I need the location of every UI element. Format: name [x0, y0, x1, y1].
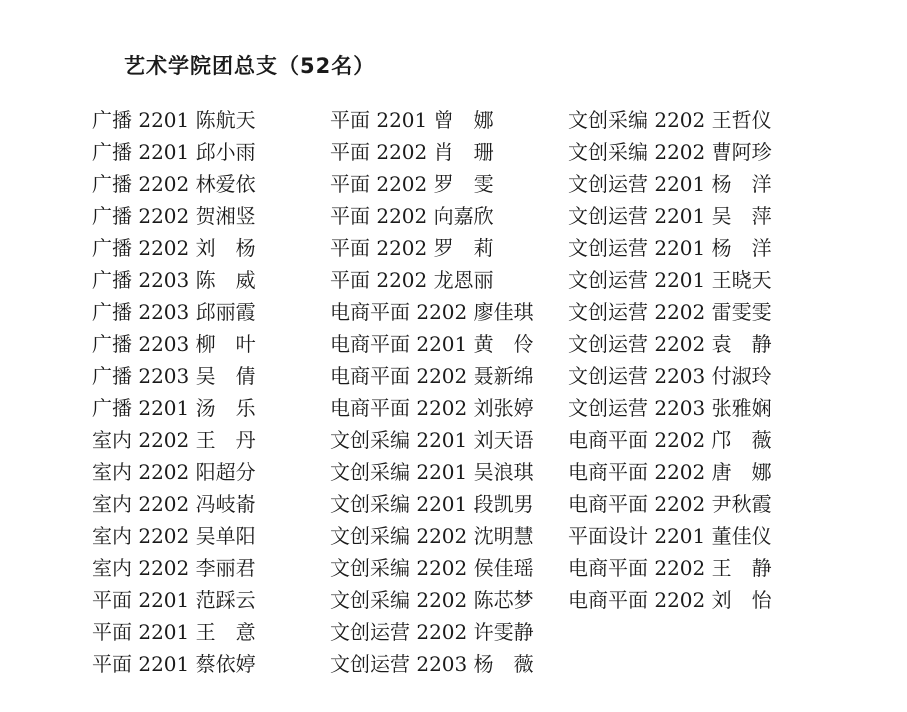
- list-item: 电商平面 2201 黄 伶: [330, 332, 534, 356]
- list-item: 平面 2202 龙恩丽: [330, 268, 494, 292]
- list-item: 文创采编 2201 吴浪琪: [330, 460, 534, 484]
- list-item: 文创运营 2202 许雯静: [330, 620, 534, 644]
- list-item: 广播 2201 邱小雨: [92, 140, 256, 164]
- list-item: 文创运营 2201 王晓天: [568, 268, 772, 292]
- list-item: 文创采编 2202 曹阿珍: [568, 140, 772, 164]
- list-item: 电商平面 2202 刘 怡: [568, 588, 772, 612]
- document-title: 艺术学院团总支（52名）: [124, 54, 376, 78]
- list-item: 文创运营 2203 杨 薇: [330, 652, 534, 676]
- list-item: 广播 2201 陈航天: [92, 108, 256, 132]
- list-item: 平面 2201 曾 娜: [330, 108, 494, 132]
- list-item: 电商平面 2202 王 静: [568, 556, 772, 580]
- list-item: 文创采编 2201 刘天语: [330, 428, 534, 452]
- list-item: 文创运营 2201 杨 洋: [568, 236, 772, 260]
- list-item: 文创运营 2201 杨 洋: [568, 172, 772, 196]
- list-item: 文创采编 2202 陈芯梦: [330, 588, 534, 612]
- list-item: 文创采编 2201 段凯男: [330, 492, 534, 516]
- list-item: 平面 2202 向嘉欣: [330, 204, 494, 228]
- list-item: 室内 2202 阳超分: [92, 460, 256, 484]
- list-item: 平面 2202 罗 莉: [330, 236, 494, 260]
- list-item: 文创运营 2202 袁 静: [568, 332, 772, 356]
- list-item: 室内 2202 李丽君: [92, 556, 256, 580]
- list-item: 室内 2202 吴单阳: [92, 524, 256, 548]
- list-item: 平面 2202 罗 雯: [330, 172, 494, 196]
- list-item: 文创采编 2202 沈明慧: [330, 524, 534, 548]
- list-item: 室内 2202 王 丹: [92, 428, 256, 452]
- list-item: 电商平面 2202 唐 娜: [568, 460, 772, 484]
- list-item: 广播 2203 陈 威: [92, 268, 256, 292]
- list-item: 文创运营 2202 雷雯雯: [568, 300, 772, 324]
- list-item: 广播 2202 刘 杨: [92, 236, 256, 260]
- list-item: 文创运营 2203 付淑玲: [568, 364, 772, 388]
- list-item: 电商平面 2202 尹秋霞: [568, 492, 772, 516]
- list-item: 平面 2201 蔡依婷: [92, 652, 256, 676]
- list-item: 平面 2201 范踩云: [92, 588, 256, 612]
- list-item: 文创采编 2202 王哲仪: [568, 108, 772, 132]
- list-item: 文创运营 2203 张雅娴: [568, 396, 772, 420]
- list-item: 广播 2202 贺湘竖: [92, 204, 256, 228]
- list-item: 平面设计 2201 董佳仪: [568, 524, 772, 548]
- list-item: 电商平面 2202 廖佳琪: [330, 300, 534, 324]
- list-item: 广播 2203 吴 倩: [92, 364, 256, 388]
- list-item: 广播 2203 邱丽霞: [92, 300, 256, 324]
- list-item: 文创采编 2202 侯佳瑶: [330, 556, 534, 580]
- list-item: 平面 2202 肖 珊: [330, 140, 494, 164]
- name-list-column-1: [92, 104, 256, 680]
- list-item: 广播 2201 汤 乐: [92, 396, 256, 420]
- name-list-column-2: [330, 104, 534, 680]
- list-item: 平面 2201 王 意: [92, 620, 256, 644]
- list-item: 电商平面 2202 聂新绵: [330, 364, 534, 388]
- list-item: 广播 2202 林爱依: [92, 172, 256, 196]
- list-item: 室内 2202 冯岐嵛: [92, 492, 256, 516]
- name-list-column-3: [568, 104, 772, 616]
- list-item: 文创运营 2201 吴 萍: [568, 204, 772, 228]
- list-item: 电商平面 2202 刘张婷: [330, 396, 534, 420]
- list-item: 电商平面 2202 邝 薇: [568, 428, 772, 452]
- list-item: 广播 2203 柳 叶: [92, 332, 256, 356]
